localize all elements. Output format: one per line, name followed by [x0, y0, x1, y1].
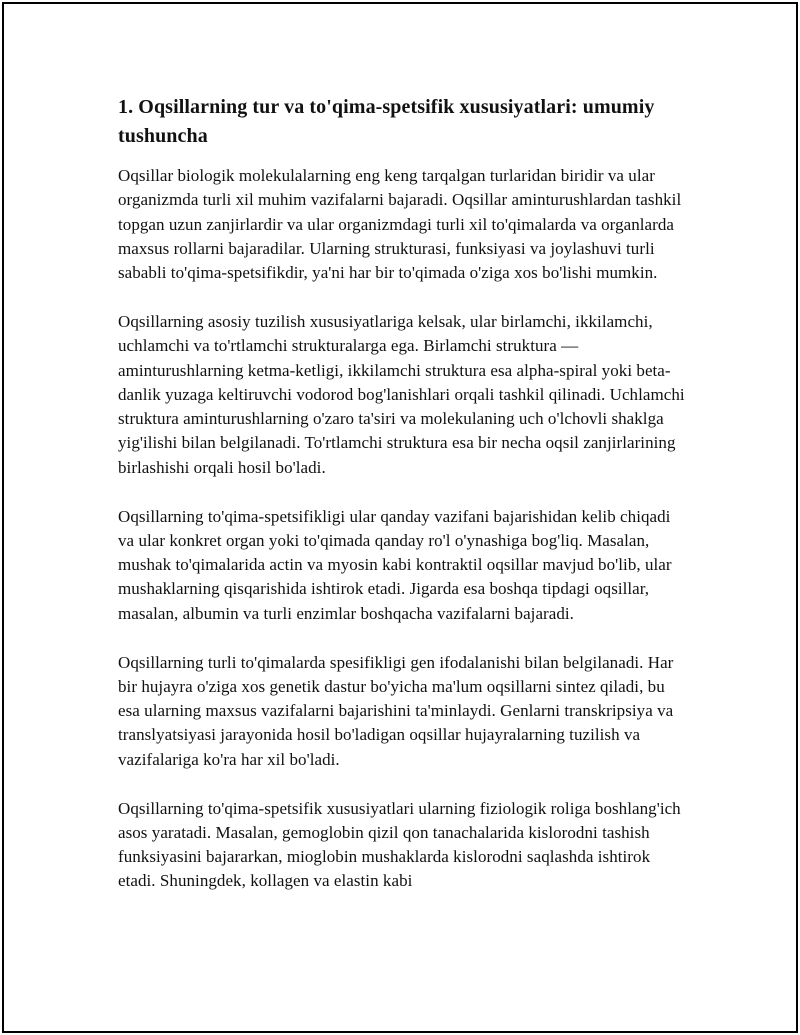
paragraph-intro: Oqsillar biologik molekulalarning eng keng tarqalgan turlaridan biridir va ular organizmda turli xil muhim vazifalarni bajaradi. Oqsillar aminturushlardan tashkil topgan uzun zanjirlardir va ular organizmdagi turli xil to'qimalarda va organlarda maxsus rollarni bajaradilar. Ularning strukturasi, funksiyasi va joylashuvi turli sababli to'qima-spetsifikdir, ya'ni har bir to'qimada o'ziga xos bo'lishi mumkin. [118, 166, 682, 283]
paragraph-tissue-specificity: Oqsillarning to'qima-spetsifikligi ular qanday vazifani bajarishidan kelib chiqadi va ular konkret organ yoki to'qimada qanday ro'l o'ynashiga bog'liq. Masalan, mushak to'qimalarida actin va myosin kabi kontraktil oqsillar mavjud bo'lib, ular mushaklarning qisqarishida ishtirok etadi. Jigarda esa boshqa tipdagi oqsillar, masalan, albumin va turli enzimlar boshqacha vazifalarni bajaradi. [118, 506, 672, 623]
section-heading: 1. Oqsillarning tur va to'qima-spetsifik xususiyatlari: umumiy tushuncha [118, 96, 655, 147]
paragraph-structure: Oqsillarning asosiy tuzilish xususiyatlariga kelsak, ular birlamchi, ikkilamchi, uchlamchi va to'rtlamchi strukturalarga ega. Birlamchi struktura — aminturushlarning ketma-ketligi, ikkilamchi struktura esa alpha-spiral yoki beta-danlik yuzaga keltiruvchi vodorod bog'lanishlari orqali tashkil qilinadi. Uchlamchi struktura aminturushlarning o'zaro ta'siri va molekulaning uch o'lchovli shaklga yig'ilishi bilan belgilanadi. To'rtlamchi struktura esa bir necha oqsil zanjirlarining birlashishi orqali hosil bo'ladi. [118, 311, 685, 477]
paragraph-gene-expression: Oqsillarning turli to'qimalarda spesifikligi gen ifodalanishi bilan belgilanadi. Har bir hujayra o'ziga xos genetik dastur bo'yicha ma'lum oqsillarni sintez qiladi, bu esa ularning maxsus vazifalarni bajarishini ta'minlaydi. Genlarni transkripsiya va translyatsiyasi jarayonida hosil bo'ladigan oqsillar hujayralarning tuzilish va vazifalariga ko'ra har xil bo'ladi. [118, 652, 674, 769]
document-body [118, 93, 688, 918]
paragraph-physiological-role: Oqsillarning to'qima-spetsifik xususiyatlari ularning fiziologik roliga boshlang'ich asos yaratadi. Masalan, gemoglobin qizil qon tanachalarida kislorodni tashish funksiyasini bajararkan, mioglobin mushaklarda kislorodni saqlashda ishtirok etadi. Shuningdek, kollagen va elastin kabi [118, 798, 681, 891]
